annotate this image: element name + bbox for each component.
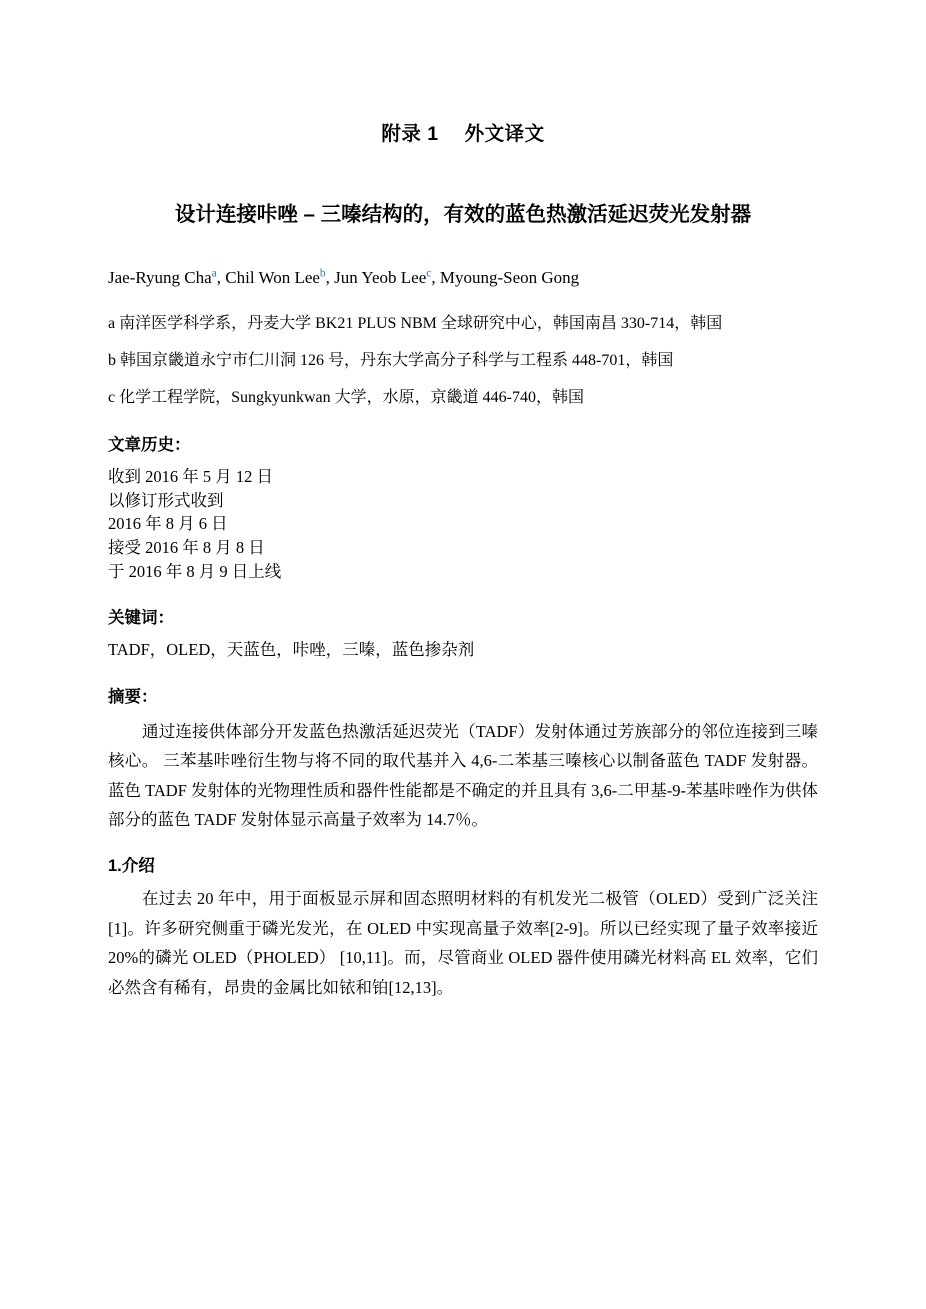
affiliation-c: c 化学工程学院，Sungkyunkwan 大学，水原，京畿道 446-740，韩国 bbox=[108, 388, 584, 406]
author-3-affil-marker: c bbox=[426, 267, 432, 280]
affiliation-a: a 南洋医学科学系，丹麦大学 BK21 PLUS NBM 全球研究中心，韩国南昌 330-714，韩国 bbox=[108, 315, 723, 333]
author-sep-3: , bbox=[431, 267, 440, 287]
appendix-sub: 外文译文 bbox=[464, 123, 545, 145]
history-line-3: 2016 年 8 月 6 日 bbox=[108, 514, 228, 534]
history-line-2: 以修订形式收到 bbox=[108, 490, 224, 510]
introduction-heading: 1.介绍 bbox=[108, 857, 155, 876]
article-history-heading: 文章历史： bbox=[108, 435, 191, 454]
page-title: 设计连接咔唑 – 三嗪结构的，有效的蓝色热激活延迟荧光发射器 bbox=[174, 203, 752, 226]
author-2: Chil Won Lee bbox=[225, 267, 320, 287]
abstract-text: 通过连接供体部分开发蓝色热激活延迟荧光（TADF）发射体通过芳族部分的邻位连接到三嗪核心。 三苯基咔唑衍生物与将不同的取代基并入 4,6-二苯基三嗪核心以制备蓝色 TADF 发射器。 蓝色 TADF 发射体的光物理性质和器件性能都是不确定的并且具有 3,6-二甲基-9-苯基咔唑作为供体部分的蓝色 TADF 发射体显示高量子效率为 14.7％。 bbox=[108, 722, 818, 830]
affiliation-b: b 韩国京畿道永宁市仁川洞 126 号，丹东大学高分子科学与工程系 448-701，韩国 bbox=[108, 352, 674, 370]
appendix-label: 附录 1 bbox=[381, 123, 439, 145]
abstract-heading: 摘要： bbox=[108, 688, 158, 706]
introduction-text: 在过去 20 年中，用于面板显示屏和固态照明材料的有机发光二极管（OLED）受到广泛关注[1]。许多研究侧重于磷光发光，在 OLED 中实现高量子效率[2-9]。所以已经实现了量子效率接近 20%的磷光 OLED（PHOLED） [10,11]。而，尽管商业 OLED 器件使用磷光材料高 EL 效率，它们必然含有稀有，昂贵的金属比如铱和铂[12,13]。 bbox=[108, 889, 818, 997]
author-sep-2: , bbox=[325, 267, 335, 287]
author-sep-1: , bbox=[216, 267, 226, 287]
article-history-list bbox=[108, 465, 818, 585]
keywords-text: TADF，OLED，天蓝色，咔唑，三嗪，蓝色掺杂剂 bbox=[108, 640, 475, 660]
author-3: Jun Yeob Lee bbox=[334, 267, 427, 287]
appendix-heading bbox=[108, 118, 818, 146]
author-2-affil-marker: b bbox=[319, 267, 326, 280]
keywords-heading: 关键词： bbox=[108, 609, 174, 628]
author-1-affil-marker: a bbox=[211, 267, 217, 280]
history-line-5: 于 2016 年 8 月 9 日上线 bbox=[108, 562, 282, 582]
author-list bbox=[108, 265, 818, 291]
author-4: Myoung-Seon Gong bbox=[439, 267, 580, 287]
history-line-1: 收到 2016 年 5 月 12 日 bbox=[108, 466, 273, 486]
history-line-4: 接受 2016 年 8 月 8 日 bbox=[108, 538, 265, 558]
author-1: Jae-Ryung Cha bbox=[108, 267, 212, 287]
